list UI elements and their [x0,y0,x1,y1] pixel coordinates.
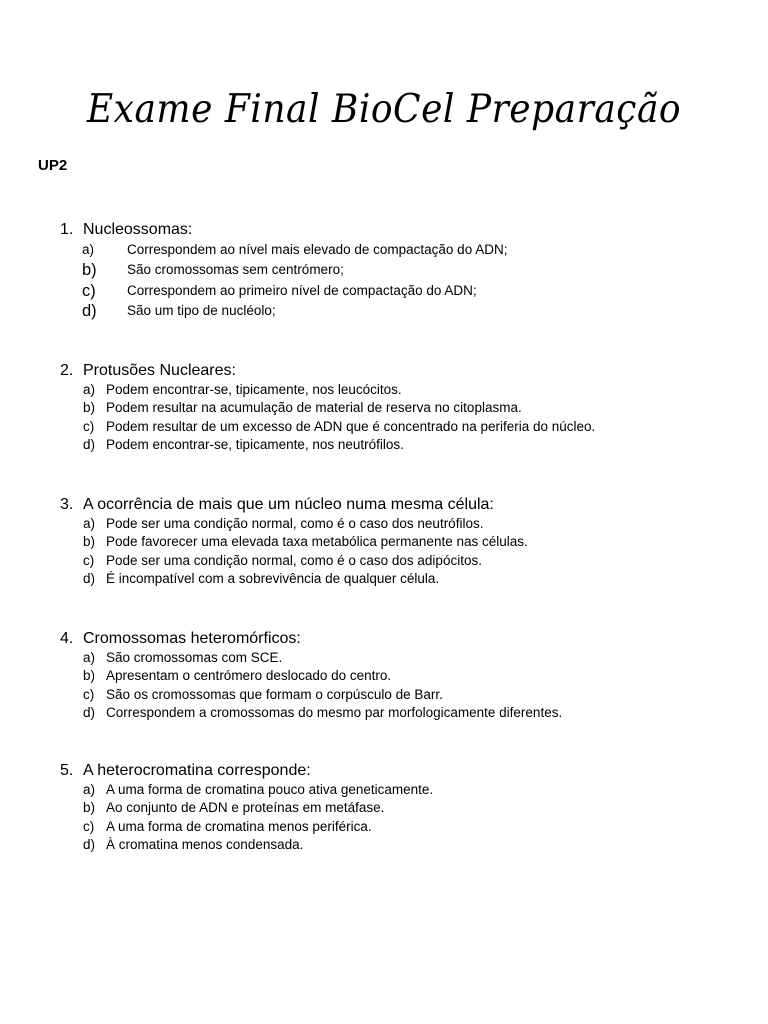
question-heading [60,761,750,781]
option-item [60,240,750,260]
option-letter: d) [83,436,96,452]
option-text: A uma forma de cromatina menos periférica. [106,818,372,834]
option-letter: a) [83,516,96,531]
option-item [60,552,750,570]
question-text: Protusões Nucleares: [83,362,236,379]
option-letter: c) [83,552,95,568]
question-5 [60,761,750,854]
option-list [60,515,750,588]
option-letter: d) [83,570,96,586]
option-item [60,418,750,436]
option-list [60,649,750,722]
option-list [60,381,750,454]
question-heading [60,361,750,381]
option-item [60,570,750,588]
option-text: Pode ser uma condição normal, como é o caso dos adipócitos. [106,552,482,568]
option-item [60,515,750,533]
option-text: É incompatível com a sobrevivência de qualquer célula. [106,570,440,586]
option-item [60,799,750,817]
option-item [60,381,750,399]
question-text: A ocorrência de mais que um núcleo numa mesma célula: [83,496,494,513]
option-letter: b) [83,534,96,550]
option-text: Ao conjunto de ADN e proteínas em metáfase. [106,800,385,816]
question-heading [60,629,750,649]
option-letter: b) [83,400,96,416]
option-letter: c) [83,818,95,834]
option-text: São cromossomas com SCE. [106,650,283,665]
option-item [60,649,750,667]
option-item [60,301,750,321]
option-item [60,836,750,854]
question-text: Cromossomas heteromórficos: [83,630,301,647]
option-text: Podem encontrar-se, tipicamente, nos leucócitos. [106,382,402,397]
option-text: Apresentam o centrómero deslocado do centro. [106,668,392,684]
option-letter: c) [82,281,96,300]
question-2 [60,361,750,454]
option-list [60,781,750,854]
option-letter: c) [83,686,95,702]
option-text: São um tipo de nucléolo; [127,302,276,318]
question-number: 3. [60,496,74,513]
option-text: À cromatina menos condensada. [106,836,304,852]
option-text: Correspondem a cromossomas do mesmo par morfologicamente diferentes. [106,704,563,720]
option-letter: a) [83,650,96,665]
option-letter: d) [83,836,96,852]
option-item [60,281,750,301]
option-item [60,667,750,685]
option-letter: a) [83,382,96,397]
option-item [60,260,750,280]
question-4 [60,629,750,722]
question-number: 4. [60,630,74,647]
option-item [60,399,750,417]
option-text: A uma forma de cromatina pouco ativa geneticamente. [106,782,434,797]
question-number: 1. [60,221,74,238]
option-text: Podem resultar na acumulação de material de reserva no citoplasma. [106,400,522,416]
option-item [60,686,750,704]
option-text: Correspondem ao nível mais elevado de compactação do ADN; [127,242,508,257]
question-text: Nucleossomas: [83,221,193,238]
question-text: A heterocromatina corresponde: [83,762,311,779]
option-item [60,533,750,551]
question-heading [60,220,750,240]
question-number: 5. [60,762,74,779]
section-label: UP2 [38,157,68,174]
option-item [60,781,750,799]
option-list [60,240,750,321]
question-1 [60,220,750,321]
option-text: São cromossomas sem centrómero; [127,262,344,278]
option-item [60,818,750,836]
option-text: Podem encontrar-se, tipicamente, nos neutrófilos. [106,436,404,452]
option-letter: b) [83,800,96,816]
option-letter: a) [82,242,95,257]
option-letter: c) [83,418,95,434]
page-title: Exame Final BioCel Preparação [86,87,682,132]
option-item [60,436,750,454]
question-heading [60,495,750,515]
option-item [60,704,750,722]
option-text: Pode ser uma condição normal, como é o caso dos neutrófilos. [106,516,484,531]
option-letter: a) [83,782,96,797]
option-text: Pode favorecer uma elevada taxa metabólica permanente nas células. [106,534,528,550]
option-text: São os cromossomas que formam o corpúsculo de Barr. [106,686,443,702]
option-letter: d) [83,704,96,720]
option-letter: b) [83,668,96,684]
question-number: 2. [60,362,74,379]
option-text: Podem resultar de um excesso de ADN que é concentrado na periferia do núcleo. [106,418,596,434]
option-letter: d) [82,301,97,320]
option-letter: b) [82,261,97,280]
question-3 [60,495,750,588]
option-text: Correspondem ao primeiro nível de compactação do ADN; [127,282,477,298]
